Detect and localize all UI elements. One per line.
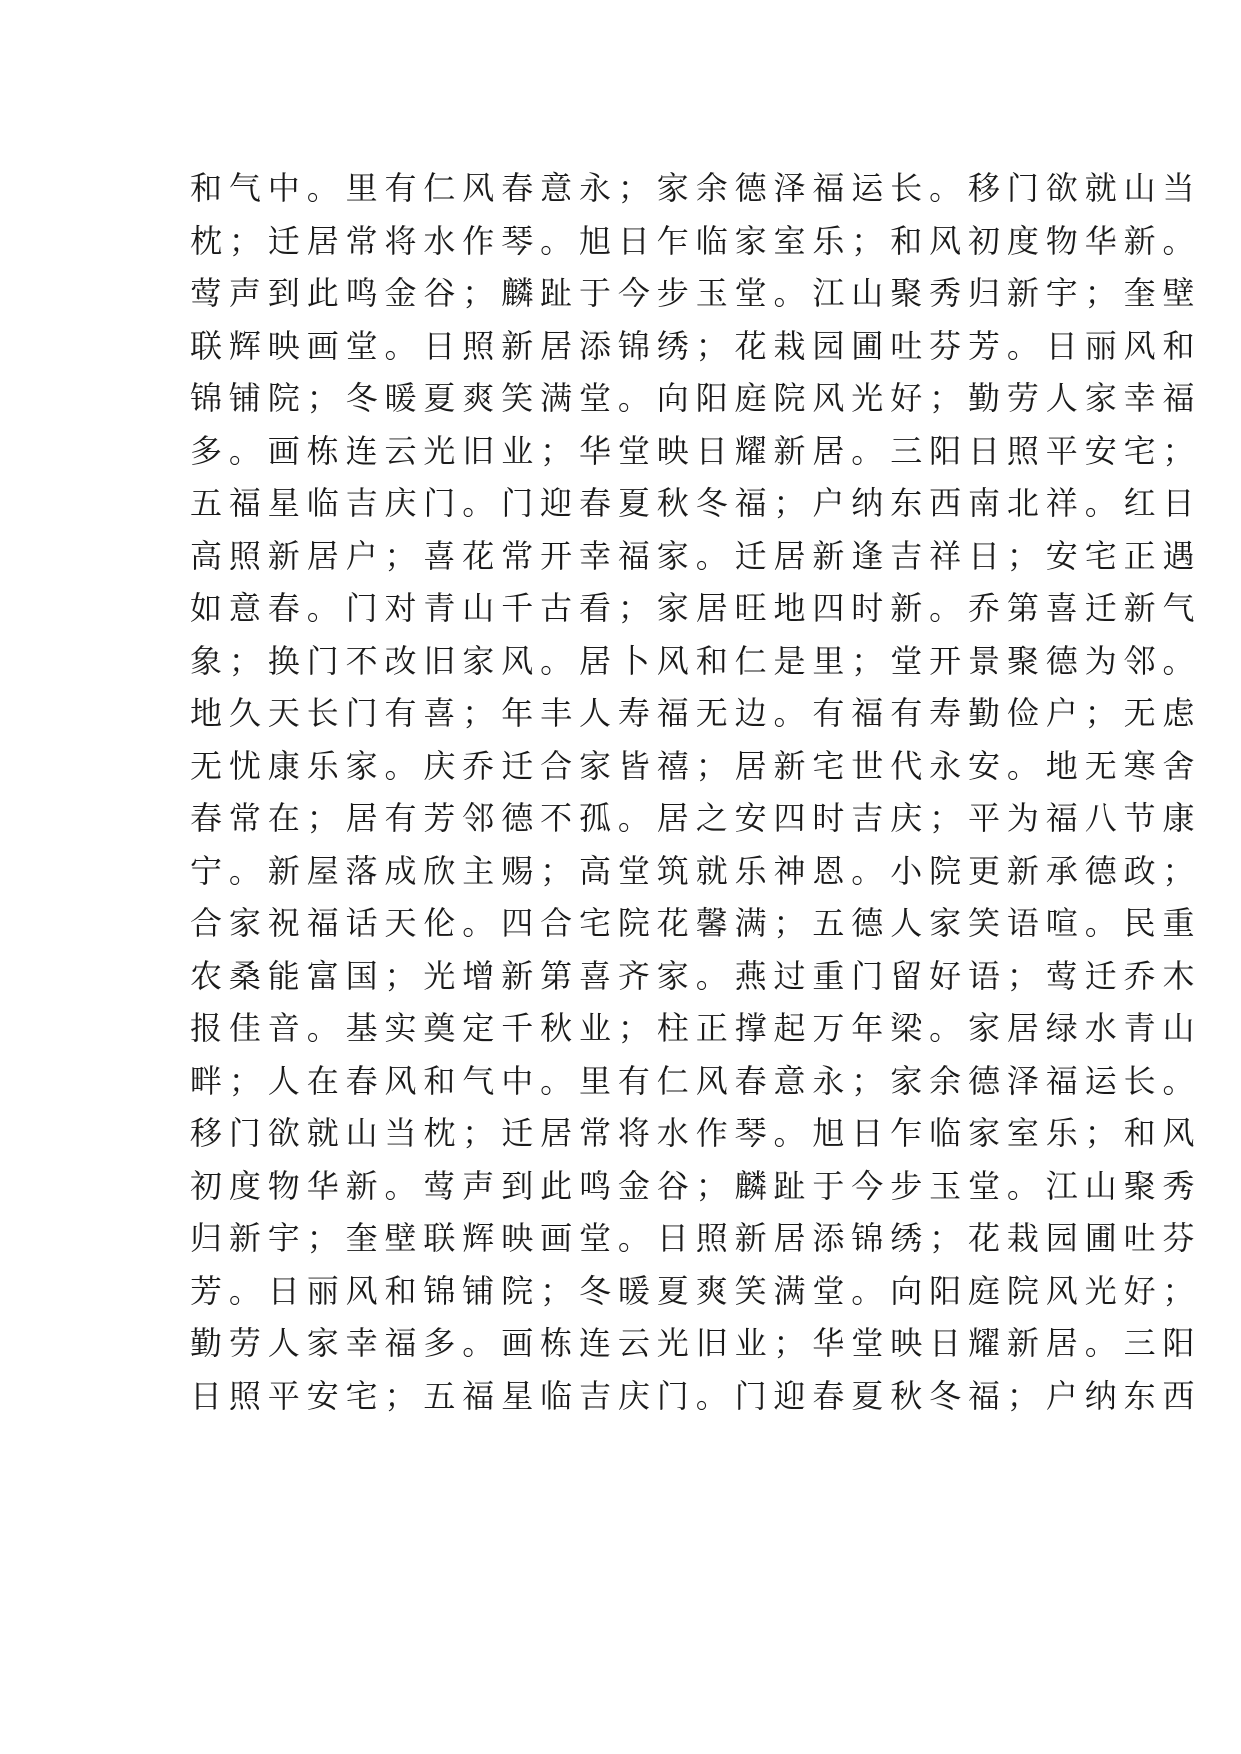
text-line: 锦铺院；冬暖夏爽笑满堂。向阳庭院风光好；勤劳人家幸福 <box>190 379 1202 417</box>
text-line: 归新宇；奎壁联辉映画堂。日照新居添锦绣；花栽园圃吐芬 <box>190 1219 1202 1257</box>
text-line: 移门欲就山当枕；迁居常将水作琴。旭日乍临家室乐；和风 <box>190 1114 1202 1152</box>
text-line: 地久天长门有喜；年丰人寿福无边。有福有寿勤俭户；无虑 <box>190 694 1202 732</box>
text-line: 报佳音。基实奠定千秋业；柱正撑起万年梁。家居绿水青山 <box>190 1009 1202 1047</box>
text-line: 农桑能富国；光增新第喜齐家。燕过重门留好语；莺迁乔木 <box>190 956 1202 995</box>
body-text <box>190 162 1202 1422</box>
text-line: 勤劳人家幸福多。画栋连云光旧业；华堂映日耀新居。三阳 <box>190 1324 1202 1362</box>
text-line: 宁。新屋落成欣主赐；高堂筑就乐神恩。小院更新承德政； <box>190 851 1202 890</box>
text-line: 如意春。门对青山千古看；家居旺地四时新。乔第喜迁新气 <box>190 589 1202 627</box>
text-line: 象；换门不改旧家风。居卜风和仁是里；堂开景聚德为邻。 <box>190 641 1202 680</box>
text-line: 日照平安宅；五福星临吉庆门。门迎春夏秋冬福；户纳东西 <box>190 1376 1202 1415</box>
text-line: 合家祝福话天伦。四合宅院花馨满；五德人家笑语喧。民重 <box>190 904 1202 942</box>
text-line: 畔；人在春风和气中。里有仁风春意永；家余德泽福运长。 <box>190 1061 1202 1100</box>
text-line: 无忧康乐家。庆乔迁合家皆禧；居新宅世代永安。地无寒舍 <box>190 746 1202 785</box>
text-line: 初度物华新。莺声到此鸣金谷；麟趾于今步玉堂。江山聚秀 <box>190 1166 1202 1205</box>
text-line: 联辉映画堂。日照新居添锦绣；花栽园圃吐芬芳。日丽风和 <box>190 326 1202 365</box>
text-line: 多。画栋连云光旧业；华堂映日耀新居。三阳日照平安宅； <box>190 431 1202 470</box>
text-line: 五福星临吉庆门。门迎春夏秋冬福；户纳东西南北祥。红日 <box>190 484 1202 522</box>
text-line: 春常在；居有芳邻德不孤。居之安四时吉庆；平为福八节康 <box>190 799 1202 837</box>
text-line: 莺声到此鸣金谷；麟趾于今步玉堂。江山聚秀归新宇；奎壁 <box>190 274 1202 312</box>
text-line: 和气中。里有仁风春意永；家余德泽福运长。移门欲就山当 <box>190 169 1202 207</box>
text-line: 高照新居户；喜花常开幸福家。迁居新逢吉祥日；安宅正遇 <box>190 536 1202 575</box>
text-line: 芳。日丽风和锦铺院；冬暖夏爽笑满堂。向阳庭院风光好； <box>190 1271 1202 1310</box>
text-line: 枕；迁居常将水作琴。旭日乍临家室乐；和风初度物华新。 <box>190 221 1202 260</box>
